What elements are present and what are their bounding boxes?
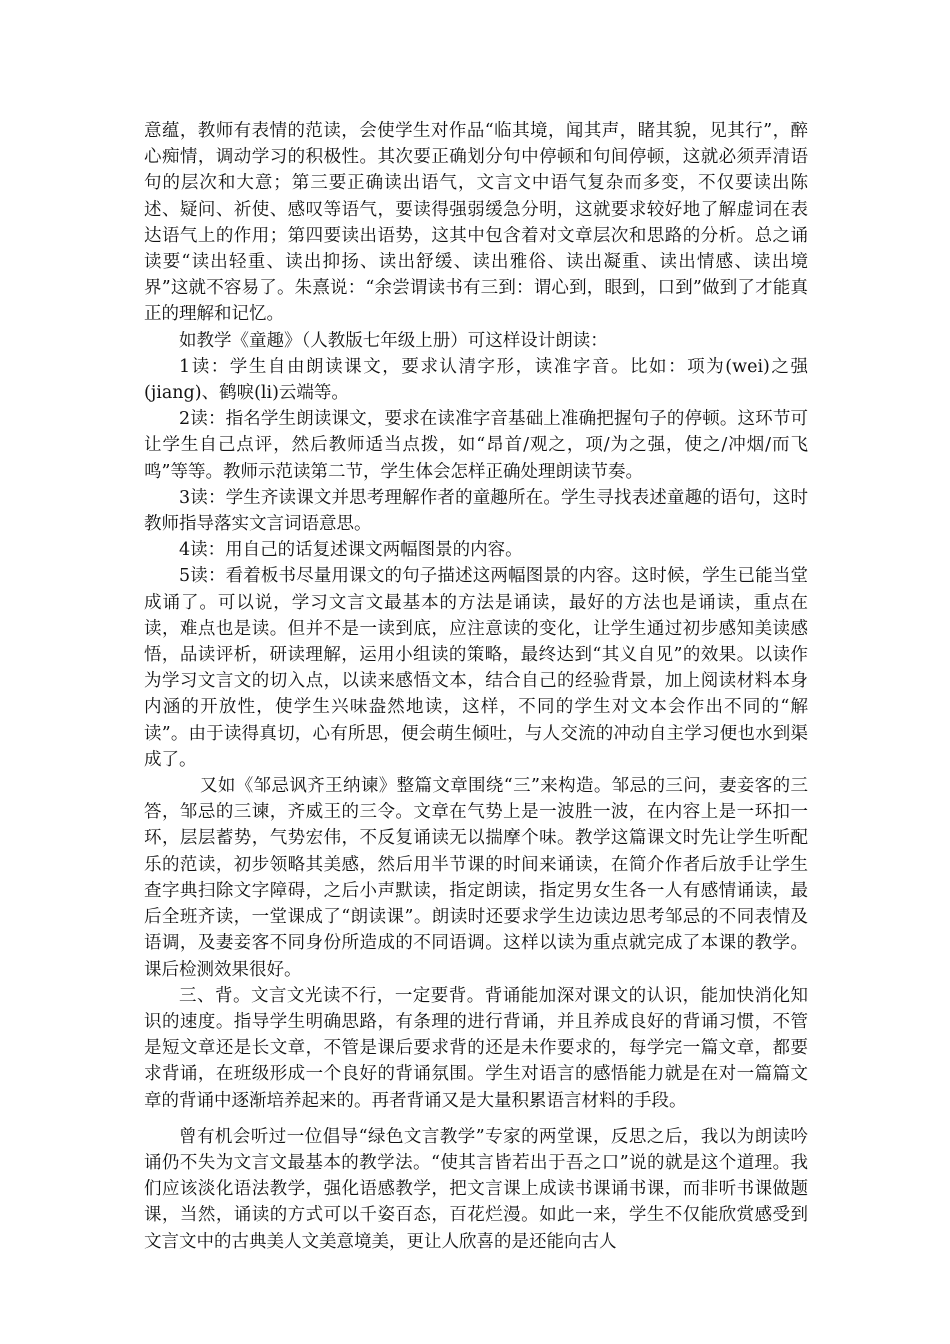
paragraph-read-5: 5读：看着板书尽量用课文的句子描述这两幅图景的内容。这时候，学生已能当堂成诵了。可以说，学习文言文最基本的方法是诵读，最好的方法也是诵读，重点在读，难点也是读。但并不是一读到底，应注意读的变化，让学生通过初步感知美读感悟，品读评析，研读理解，运用小组读的策略，最终达到“其义自见”的效果。以读作为学习文言文的切入点，以读来感悟文本，结合自己的经验背景，加上阅读材料本身内涵的开放性，使学生兴味盎然地读，这样，不同的学生对文本会作出不同的“解读”。由于读得真切，心有所思，便会萌生倾吐，与人交流的冲动自主学习便也水到渠成了。 [144,566,808,770]
paragraph-section-recite: 三、背。文言文光读不行，一定要背。背诵能加深对课文的认识，能加快消化知识的速度。指导学生明确思路，有条理的进行背诵，并且养成良好的背诵习惯，不管是短文章还是长文章，不管是课后要求背的还是未作要求的，每学完一篇文章，都要求背诵，在班级形成一个良好的背诵氛围。学生对语言的感悟能力就是在对一篇篇文章的背诵中逐渐培养起来的。再者背诵又是大量积累语言材料的手段。 [144,985,808,1111]
paragraph-recitation-intro: 意蕴，教师有表情的范读，会使学生对作品“临其境，闻其声，睹其貌，见其行”，醉心痴情，调动学习的积极性。其次要正确划分句中停顿和句间停顿，这就必须弄清语句的层次和大意；第三要正确读出语气，文言文中语气复杂而多变，不仅要读出陈述、疑问、祈使、感叹等语气，要读得强弱缓急分明，这就要求较好地了解虚词在表达语气上的作用；第四要读出语势，这其中包含着对文章层次和思路的分析。总之诵读要“读出轻重、读出抑扬、读出舒缓、读出雅俗、读出凝重、读出情感、读出境界”这就不容易了。朱熹说：“余尝谓读书有三到：谓心到，眼到，口到”做到了才能真正的理解和记忆。 [144,121,808,325]
paragraph-read-1: 1读：学生自由朗读课文，要求认清字形，读准字音。比如：项为(wei)之强(jiang)、鹤唳(li)云端等。 [144,356,808,404]
paragraph-example-tongqu: 如教学《童趣》（人教版七年级上册）可这样设计朗读： [179,330,608,351]
paragraph-read-2: 2读：指名学生朗读课文，要求在读准字音基础上准确把握句子的停顿。这环节可让学生自己点评，然后教师适当点拨，如“昂首/观之，项/为之强，使之/冲烟/而飞鸣”等等。教师示范读第二节，学生体会怎样正确处理朗读节奏。 [144,409,808,482]
document-page [144,118,808,1255]
paragraph-read-3: 3读：学生齐读课文并思考理解作者的童趣所在。学生寻找表述童趣的语句，这时教师指导落实文言词语意思。 [144,487,808,535]
paragraph-reflection: 曾有机会听过一位倡导“绿色文言教学”专家的两堂课，反思之后，我以为朗读吟诵仍不失为文言文最基本的教学法。“使其言皆若出于吾之口”说的就是这个道理。我们应该淡化语法教学，强化语感教学，把文言课上成读书课诵书课，而非听书课做题课，当然，诵读的方式可以千姿百态，百花烂漫。如此一来，学生不仅能欣赏感受到文言文中的古典美人文美意境美，更让人欣喜的是还能向古人 [144,1126,808,1252]
paragraph-read-4: 4读：用自己的话复述课文两幅图景的内容。 [179,540,523,561]
paragraph-example-zouji: 又如《邹忌讽齐王纳谏》整篇文章围绕“三”来构造。邹忌的三问，妻妾客的三答，邹忌的三谏，齐威王的三令。文章在气势上是一波胜一波，在内容上是一环扣一环，层层蓄势，气势宏伟，不反复诵读无以揣摩个味。教学这篇课文时先让学生听配乐的范读，初步领略其美感，然后用半节课的时间来诵读，在简介作者后放手让学生查字典扫除文字障碍，之后小声默读，指定朗读，指定男女生各一人有感情诵读，最后全班齐读，一堂课成了“朗读课”。朗读时还要求学生边读边思考邹忌的不同表情及语调，及妻妾客不同身份所造成的不同语调。这样以读为重点就完成了本课的教学。课后检测效果很好。 [144,776,808,980]
